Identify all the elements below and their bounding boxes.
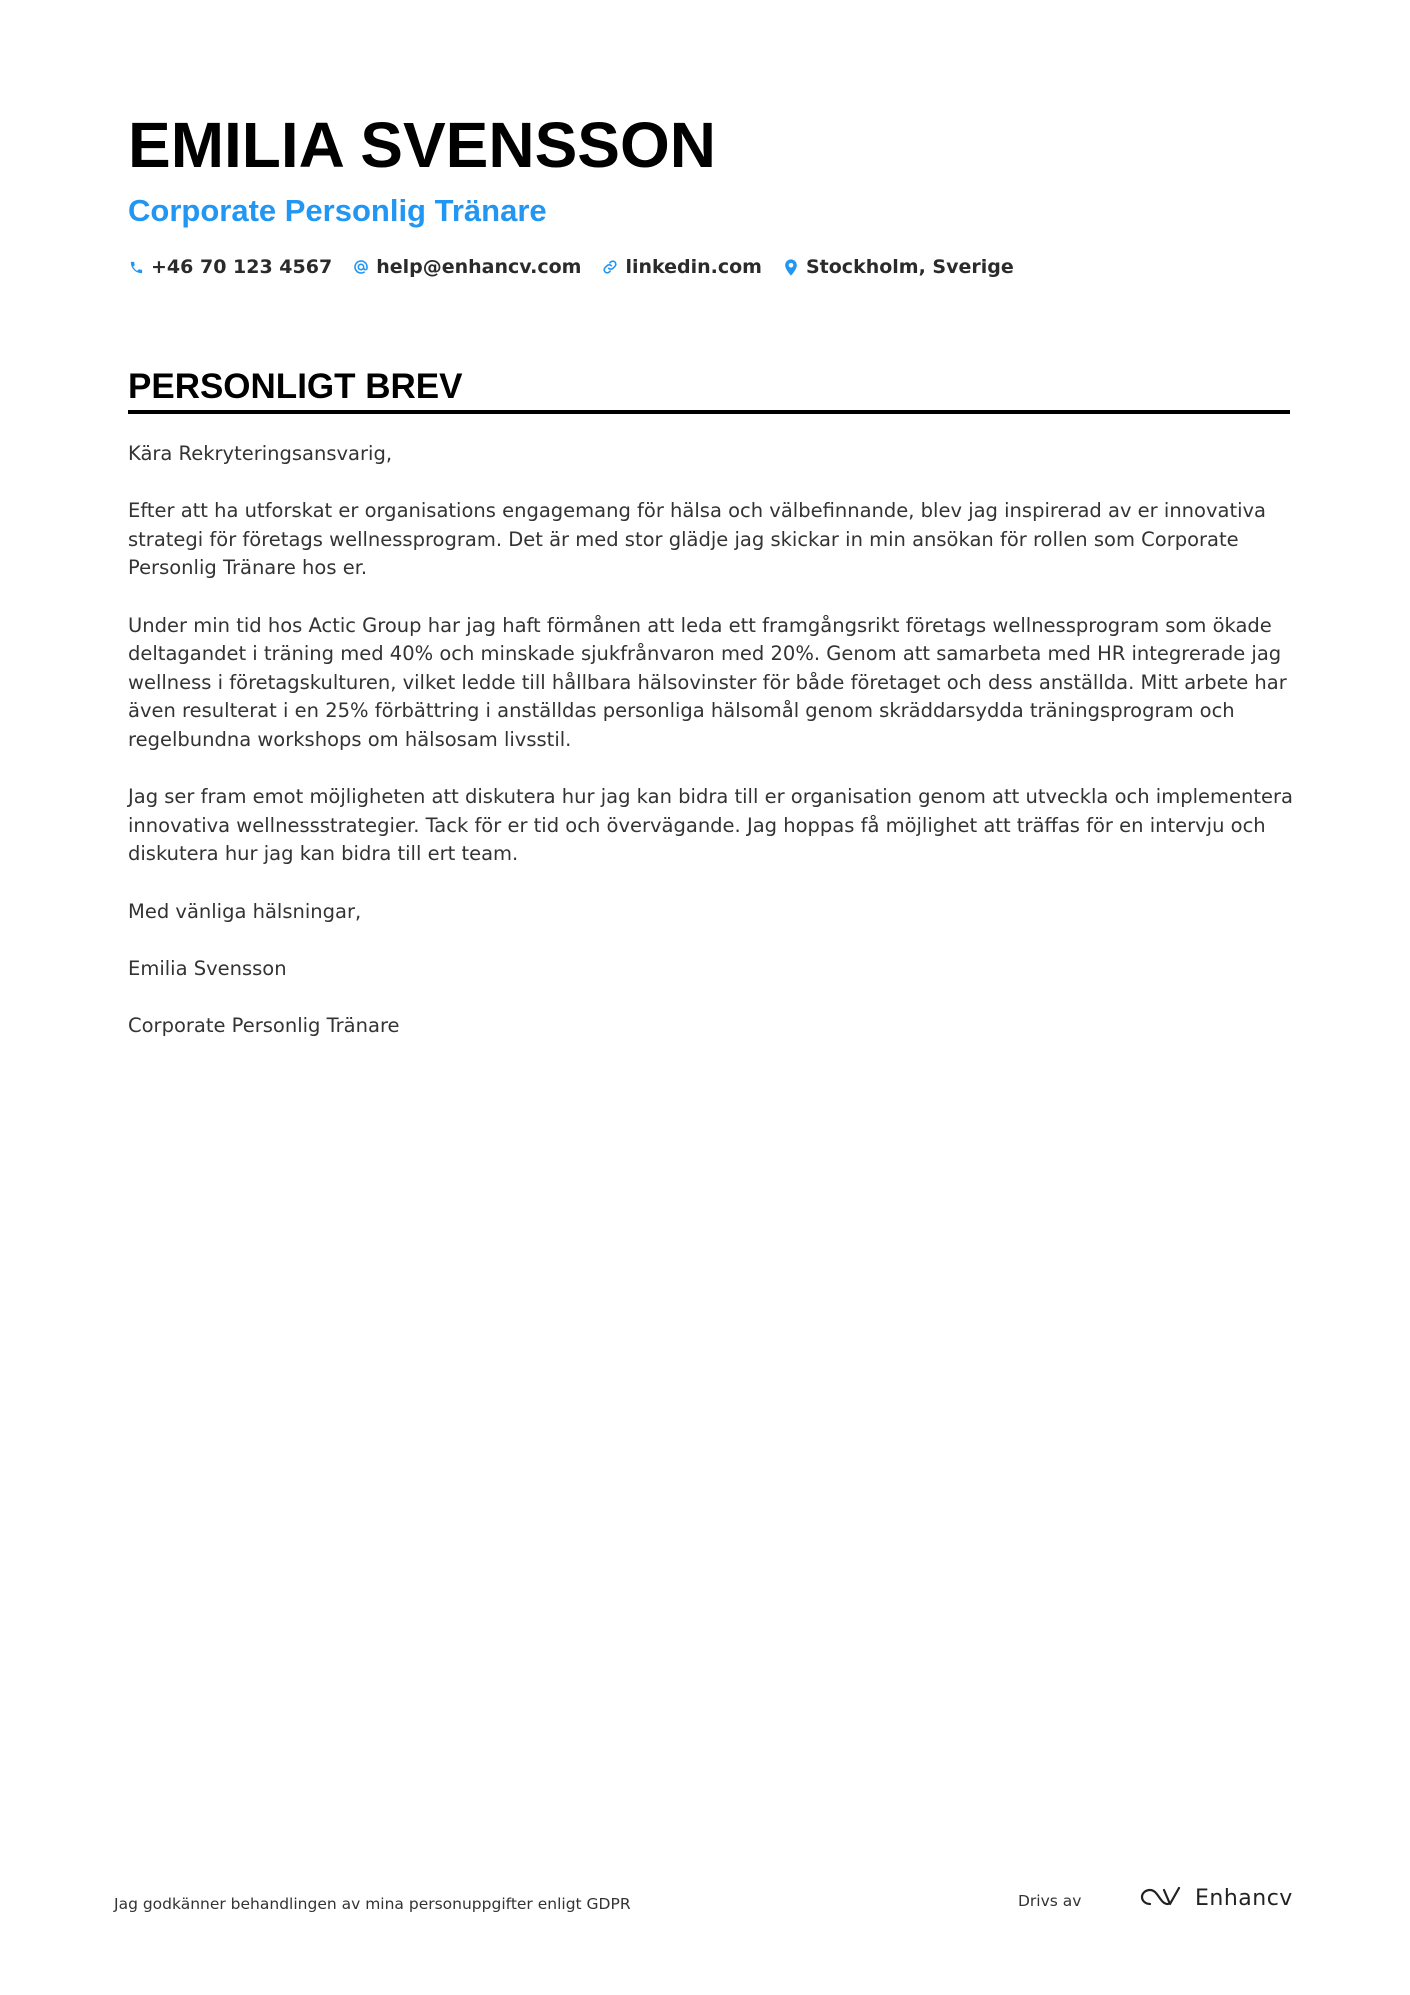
letter-closing: Med vänliga hälsningar,	[128, 899, 362, 923]
candidate-title: Corporate Personlig Tränare	[128, 193, 547, 228]
letter-paragraph: Efter att ha utforskat er organisations engagemang för hälsa och välbefinnande, blev jag inspirerad av er innovativa strategi för företags wellnessprogram. Det är med stor glädje jag skickar in min ansökan för rollen som Corporate Personlig Tränare hos er.	[128, 499, 1267, 580]
contact-phone[interactable]	[128, 252, 332, 282]
signature-title: Corporate Personlig Tränare	[128, 1013, 400, 1037]
link-icon	[602, 258, 618, 276]
phone-text: +46 70 123 4567	[151, 256, 333, 278]
gdpr-consent-text: Jag godkänner behandlingen av mina personuppgifter enligt GDPR	[114, 1895, 631, 1913]
contact-location	[783, 252, 1014, 282]
letter-greeting: Kära Rekryteringsansvarig,	[128, 442, 393, 465]
letter-paragraph: Jag ser fram emot möjligheten att diskutera hur jag kan bidra till er organisation genom att utveckla och implementera innovativa wellnessstrategier. Tack för er tid och övervägande. Jag hoppas få möjlighet att träffas för en intervju och diskutera hur jag kan bidra till ert team.	[128, 785, 1293, 866]
location-text: Stockholm, Sverige	[805, 256, 1014, 278]
at-icon	[353, 258, 369, 276]
letter-paragraph: Under min tid hos Actic Group har jag haft förmånen att leda ett framgångsrikt företags wellnessprogram som ökade deltagandet i träning med 40% och minskade sjukfrånvaron med 20%. Genom att samarbeta med HR integrerade jag wellness i företagskulturen, vilket ledde till hållbara hälsovinster för både företaget och dess anställda. Mitt arbete har även resulterat i en 25% förbättring i anställdas personliga hälsomål genom skräddarsydda träningsprogram och regelbundna workshops om hälsosam livsstil.	[128, 613, 1287, 751]
phone-icon	[128, 258, 144, 276]
linkedin-text: linkedin.com	[625, 256, 762, 278]
letter-body	[128, 440, 1293, 1069]
contact-linkedin[interactable]	[602, 252, 762, 282]
email-text: help@enhancv.com	[376, 256, 582, 278]
section-divider	[128, 410, 1290, 414]
contact-bar	[128, 252, 1035, 282]
contact-email[interactable]	[353, 252, 581, 282]
powered-by-label: Drivs av	[1018, 1892, 1082, 1910]
enhancv-logo-icon	[1137, 1884, 1183, 1914]
signature-name: Emilia Svensson	[128, 956, 287, 980]
enhancv-brand-text: Enhancv	[1195, 1886, 1293, 1911]
candidate-name: EMILIA SVENSSON	[128, 109, 716, 181]
section-heading: PERSONLIGT BREV	[128, 367, 463, 406]
enhancv-logo[interactable]	[1137, 1884, 1293, 1914]
location-pin-icon	[783, 258, 799, 276]
